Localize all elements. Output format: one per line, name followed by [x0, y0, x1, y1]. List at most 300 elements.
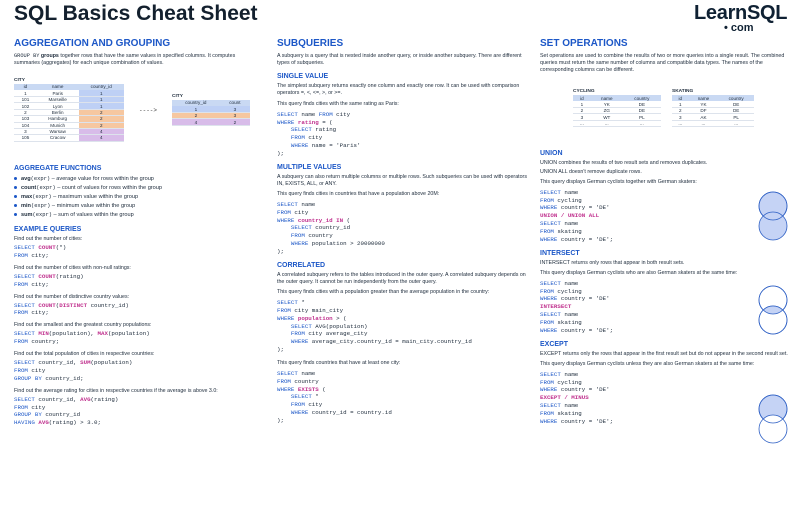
code-token: FROM [277, 377, 295, 385]
code-token: population > 20000000 [311, 240, 385, 248]
table-cell: Munich [37, 122, 79, 128]
code-token: FROM [540, 227, 558, 235]
code-token [277, 323, 291, 330]
code-token: WHERE [290, 409, 312, 416]
except-example: This query displays German cyclists unless they are also German skaters at the same time: [540, 360, 755, 367]
table-cell: 3 [220, 106, 250, 112]
code-token: country; [31, 338, 60, 346]
code-token: FROM [290, 330, 309, 338]
code-token: GROUP BY [14, 411, 46, 419]
code-token: COUNT [38, 272, 56, 280]
code-token: FROM [540, 409, 558, 417]
code-token: country = 'DE'; [560, 417, 614, 425]
code-token: WHERE [277, 216, 298, 224]
correlated-example: This query finds cities with a population greater than the average population in the country: [277, 288, 490, 295]
learnsql-logo[interactable] [694, 3, 787, 34]
code-token: name [564, 188, 579, 196]
union-section [540, 150, 795, 243]
table-cell: 1 [172, 106, 220, 112]
code-token: FROM [540, 378, 558, 386]
except-section [540, 341, 795, 426]
skating-table [672, 88, 754, 127]
code-token: WHERE [540, 386, 561, 394]
table-cell: DF [689, 108, 719, 114]
code-token: WHERE [290, 338, 312, 346]
subqueries-heading: SUBQUERIES [277, 38, 344, 49]
code-token: FROM [14, 251, 32, 259]
aggregate-function-min: min(expr) – minimum value within the group [14, 202, 262, 211]
code-token: WHERE [277, 118, 298, 126]
except-venn-icon [755, 389, 791, 449]
aggregate-functions-heading: AGGREGATE FUNCTIONS [14, 165, 102, 173]
code-token: rating [315, 126, 337, 134]
correlated-code [277, 299, 532, 354]
code-token: WHERE [277, 385, 298, 393]
code-token: name [301, 369, 316, 377]
code-token: average_city.country_id = main_city.country_id [311, 338, 472, 346]
code-token: = ( [318, 118, 333, 126]
code-token: COUNT [38, 244, 56, 252]
code-token: name [564, 220, 579, 228]
code-token: ( [55, 301, 60, 309]
code-token: SELECT [540, 402, 565, 410]
code-token: SELECT [277, 201, 302, 208]
code-token: WHERE [540, 204, 561, 212]
code-token: COUNT [38, 301, 56, 309]
exists-code [277, 370, 532, 425]
example-code [14, 273, 262, 289]
multiple-values-text: A subquery can also return multiple columns or multiple rows. Such subqueries can be used with operators IN, EXISTS, ALL, or ANY. [277, 173, 527, 187]
code-token: city; [31, 251, 49, 259]
code-token: (rating) > 3.0; [48, 419, 101, 427]
aggregate-function-avg: avg(expr) – average value for rows within the group [14, 175, 262, 184]
table-cell: Lyon [37, 103, 79, 109]
code-token: SELECT [277, 110, 302, 118]
multiple-values-heading: MULTIPLE VALUES [277, 163, 342, 171]
set-tables [540, 88, 795, 144]
code-token: SELECT [14, 395, 39, 403]
intersect-example: This query displays German cyclists who are also German skaters at the same time: [540, 269, 738, 276]
table-cell: ... [573, 120, 591, 126]
code-token [277, 338, 291, 345]
code-token: city [308, 134, 323, 142]
code-token: SUM [80, 359, 91, 367]
code-token: FROM [290, 401, 309, 409]
table-row [172, 119, 250, 125]
code-token [277, 134, 291, 141]
table-row [14, 135, 124, 141]
code-token: city [294, 208, 309, 216]
code-token: HAVING [14, 419, 39, 427]
code-token: cycling [557, 287, 582, 295]
example-query [14, 322, 262, 346]
multiple-values-example: This query finds cities in countries that have a population above 20M: [277, 190, 440, 197]
code-token: SELECT [290, 126, 316, 134]
code-token: name [564, 402, 579, 410]
correlated-heading: CORRELATED [277, 261, 326, 269]
code-token: name [301, 110, 319, 118]
subqueries-column [277, 38, 532, 524]
cycling-table [573, 88, 661, 127]
aggregate-functions-list [14, 175, 262, 220]
code-token: WHERE [277, 314, 298, 322]
table-cell: 4 [172, 119, 220, 125]
table-cell: Warsaw [37, 128, 79, 134]
code-token: FROM [14, 338, 32, 346]
code-token: country [308, 232, 333, 240]
code-token: country [294, 377, 319, 385]
intersect-section [540, 250, 795, 335]
code-token: SELECT [277, 299, 302, 307]
table-cell: 3 [672, 114, 689, 120]
example-query [14, 351, 262, 383]
code-token [277, 126, 291, 133]
table-cell: ... [623, 120, 661, 126]
code-token: (rating) [90, 395, 119, 403]
table-cell: 102 [14, 103, 37, 109]
table-caption: CITY [14, 77, 25, 83]
code-token: FROM [540, 196, 558, 204]
code-token: SELECT [290, 322, 316, 330]
table-header: id [573, 95, 591, 101]
example-text: Find out the average rating for cities in respective countries if the average is above 3.0: [14, 387, 218, 394]
example-queries [14, 236, 262, 427]
table-cell: 2 [79, 109, 125, 115]
code-token: SELECT [14, 330, 39, 338]
intersect-venn-icon [755, 280, 791, 340]
code-token: WHERE [540, 235, 561, 243]
code-token: rating [297, 118, 319, 126]
table-header: id [14, 84, 37, 90]
code-token: city [336, 110, 351, 118]
table-cell: Paris [37, 90, 79, 96]
set-operations-column [540, 38, 795, 524]
multiple-values-code [277, 201, 532, 256]
code-token: country_id [45, 411, 81, 419]
example-queries-heading: EXAMPLE QUERIES [14, 225, 82, 233]
table-header: id [672, 95, 689, 101]
code-token [277, 393, 291, 400]
table-cell: 2 [14, 109, 37, 115]
table-header: name [689, 95, 719, 101]
table-header: name [37, 84, 79, 90]
correlated-text: A correlated subquery refers to the tables introduced in the outer query. A correlated subquery depends on the outer query. It cannot be run independently from the outer query. [277, 271, 526, 285]
table-cell: 3 [14, 128, 37, 134]
table-row [573, 120, 661, 126]
union-text-a: UNION combines the results of two result sets and removes duplicates. [540, 160, 708, 167]
single-value-heading: SINGLE VALUE [277, 73, 329, 81]
table-header: name [591, 95, 623, 101]
union-venn-icon [755, 186, 791, 246]
code-token: SELECT [277, 369, 302, 377]
code-token: FROM [14, 403, 32, 411]
code-token: WHERE [540, 295, 561, 303]
code-token: city main_city [294, 306, 344, 314]
logo-brand-a: Learn [694, 2, 747, 24]
table-cell: 101 [14, 96, 37, 102]
example-query [14, 265, 262, 289]
code-token: skating [557, 227, 582, 235]
table-cell: Berlin [37, 109, 79, 115]
union-heading: UNION [540, 150, 563, 158]
code-token: FROM [290, 232, 309, 240]
table-cell: DE [623, 108, 661, 114]
aggregate-function-sum: sum(expr) – sum of values within the group [14, 211, 262, 220]
table-header: country_id [172, 100, 220, 106]
code-token: country_id) [87, 301, 129, 309]
code-token: country_id [315, 224, 351, 232]
example-code [14, 396, 262, 427]
code-token: INTERSECT [540, 303, 572, 311]
table-caption: SKATING [672, 89, 694, 95]
code-token: country = 'DE' [560, 295, 610, 303]
code-token: FROM [14, 366, 32, 374]
example-text: Find out the total population of cities in respective countries: [14, 351, 155, 358]
table-cell: DE [718, 101, 754, 107]
example-text: Find out the number of distinctive country values: [14, 293, 130, 300]
code-token: name = 'Paris' [311, 141, 361, 149]
code-token: AVG [80, 395, 91, 403]
single-value-example: This query finds cities with the same rating as Paris: [277, 100, 399, 107]
code-token: city [308, 401, 323, 409]
code-token: country_id, [38, 395, 81, 403]
code-token: ); [277, 247, 284, 255]
table-cell: 3 [573, 114, 591, 120]
table-cell: 2 [79, 116, 125, 122]
example-code [14, 330, 262, 346]
code-token: country = 'DE'; [560, 235, 614, 243]
set-operations-intro: Set operations are used to combine the results of two or more queries into a single result. The combined queries must return the same number of columns and compatible data types. The names of the corresponding columns can be different. [540, 53, 785, 74]
example-query [14, 294, 262, 318]
example-code [14, 359, 262, 382]
example-code [14, 302, 262, 318]
code-token: SELECT [14, 301, 39, 309]
table-cell: Hamburg [37, 116, 79, 122]
code-token: country_id, [38, 359, 81, 367]
code-token: WHERE [290, 240, 312, 248]
code-token: SELECT [14, 272, 39, 280]
example-text: Find out the number of cities with non-null ratings: [14, 264, 131, 271]
code-token: WHERE [290, 141, 312, 149]
subqueries-intro: A subquery is a query that is nested inside another query, or inside another subquery. There are different types of subqueries. [277, 53, 522, 67]
code-token: FROM [14, 309, 32, 317]
table-cell: 4 [79, 135, 125, 141]
code-token: ); [277, 149, 284, 157]
table-cell: 1 [573, 101, 591, 107]
code-token: EXCEPT / MINUS [540, 394, 589, 402]
code-token: > ( [332, 314, 347, 322]
aggregate-function-count: count(expr) – count of values for rows within the group [14, 184, 262, 193]
code-token: SELECT [14, 244, 39, 252]
union-text-b: UNION ALL doesn't remove duplicate rows. [540, 168, 642, 175]
intersect-text: INTERSECT returns only rows that appear in both result sets. [540, 259, 685, 266]
code-token: city; [31, 309, 49, 317]
example-query [14, 388, 262, 427]
code-token: SELECT [540, 279, 565, 287]
code-token: SELECT [540, 370, 565, 378]
code-token: * [315, 393, 319, 401]
code-token: ); [277, 416, 284, 424]
code-token: MIN [38, 330, 49, 338]
code-token: country_id; [45, 374, 84, 382]
code-token [277, 142, 291, 149]
code-token: AVG [38, 419, 49, 427]
logo-brand-b: SQL [746, 2, 788, 24]
set-operations-heading: SET OPERATIONS [540, 38, 628, 49]
code-token [277, 224, 291, 231]
page-title: SQL Basics Cheat Sheet [14, 2, 258, 25]
table-cell: 103 [14, 116, 37, 122]
city-table [14, 77, 124, 141]
code-token: WHERE [540, 326, 561, 334]
table-row [672, 120, 754, 126]
table-cell: 105 [14, 135, 37, 141]
group-by-illustration [14, 77, 262, 159]
code-token: EXISTS [297, 385, 319, 393]
aggregate-function-max: max(expr) – maximum value within the group [14, 193, 262, 202]
code-token: country = 'DE' [560, 204, 610, 212]
table-cell: DE [718, 108, 754, 114]
table-cell: ZG [591, 108, 623, 114]
code-token: (population), [48, 330, 98, 338]
table-cell: ... [672, 120, 689, 126]
table-header: count [220, 100, 250, 106]
table-cell: ... [718, 120, 754, 126]
code-token [277, 401, 291, 408]
code-token: SELECT [14, 359, 39, 367]
code-token [277, 409, 291, 416]
intersect-heading: INTERSECT [540, 249, 580, 257]
table-header: country_id [79, 84, 125, 90]
table-cell: 104 [14, 122, 37, 128]
code-token: FROM [318, 110, 337, 118]
code-token: DISTINCT [59, 301, 88, 309]
code-token: city [31, 366, 46, 374]
code-token: FROM [277, 306, 295, 314]
code-token: skating [557, 318, 582, 326]
code-token: FROM [540, 287, 558, 295]
code-token: FROM [277, 208, 295, 216]
code-token: SELECT [540, 311, 565, 319]
table-caption: CYCLING [573, 89, 595, 95]
code-token: MAX [97, 330, 108, 338]
code-token: skating [557, 409, 582, 417]
table-cell: Marseille [37, 96, 79, 102]
code-token: country_id = country.id [311, 409, 392, 416]
table-cell: 2 [220, 119, 250, 125]
table-cell: 3 [220, 112, 250, 118]
example-query [14, 236, 262, 260]
aggregation-column [14, 38, 262, 524]
code-token [277, 330, 291, 337]
union-example: This query displays German cyclists together with German skaters: [540, 178, 697, 185]
table-cell: YK [689, 101, 719, 107]
code-token: (rating) [55, 272, 84, 280]
code-token: cycling [557, 378, 582, 386]
table-cell: 1 [79, 90, 125, 96]
code-token [277, 232, 291, 239]
code-token: ( [318, 385, 326, 393]
code-token: FROM [290, 134, 309, 142]
code-token: WHERE [540, 417, 561, 425]
example-text: Find out the number of cities: [14, 235, 83, 242]
table-cell: Cracow [37, 135, 79, 141]
code-token: city [31, 403, 46, 411]
table-cell: PL [718, 114, 754, 120]
table-cell: 1 [79, 96, 125, 102]
code-token: country_id IN [297, 216, 344, 224]
table-cell: 2 [672, 108, 689, 114]
table-cell: 1 [672, 101, 689, 107]
single-value-code [277, 111, 532, 158]
code-token: (*) [55, 244, 67, 252]
code-token: ); [277, 345, 284, 353]
table-cell: ... [591, 120, 623, 126]
code-token: SELECT [290, 224, 316, 232]
code-token: FROM [14, 280, 32, 288]
single-value-text: The simplest subquery returns exactly one column and exactly one row. It can be used with comparison operators =, <, <=, >, or >=. [277, 83, 520, 97]
table-cell: 2 [79, 122, 125, 128]
code-token: SELECT [540, 188, 565, 196]
code-token: * [301, 299, 305, 307]
table-header: country [623, 95, 661, 101]
aggregation-intro: GROUP BY groups together rows that have the same values in specified columns. It computes summaries (aggregates) for each unique combination of values. [14, 53, 236, 67]
table-cell: 2 [573, 108, 591, 114]
code-token: name [564, 311, 579, 319]
code-token: (population) [107, 330, 150, 338]
except-text: EXCEPT returns only the rows that appear in the first result set but do not appear in the second result set. [540, 350, 788, 357]
code-token: city average_city [308, 330, 368, 338]
code-token: cycling [557, 196, 582, 204]
logo-suffix: • com [724, 22, 754, 34]
table-caption: CITY [172, 93, 183, 99]
table-cell: DE [623, 101, 661, 107]
table-cell: 1 [14, 90, 37, 96]
code-token: country = 'DE' [560, 386, 610, 394]
table-cell: AK [689, 114, 719, 120]
code-token: UNION / UNION ALL [540, 212, 600, 220]
code-token: population [297, 314, 333, 322]
table-cell: 4 [79, 128, 125, 134]
code-token: AVG(population) [315, 322, 368, 330]
table-cell: 1 [79, 103, 125, 109]
arrow-icon: ----> [139, 107, 158, 115]
code-token: SELECT [540, 220, 565, 228]
aggregation-heading: AGGREGATION AND GROUPING [14, 38, 171, 49]
exists-example: This query finds countries that have at least one city: [277, 359, 401, 366]
table-cell: ... [689, 120, 719, 126]
except-heading: EXCEPT [540, 340, 569, 348]
code-token: (population) [90, 359, 133, 367]
code-token: name [564, 370, 579, 378]
table-cell: YK [591, 101, 623, 107]
code-token: country = 'DE'; [560, 326, 614, 334]
code-token: GROUP BY [14, 374, 46, 382]
code-token: FROM [540, 318, 558, 326]
code-token: SELECT [290, 393, 316, 401]
example-text: Find out the smallest and the greatest country populations: [14, 322, 152, 329]
example-code [14, 244, 262, 260]
grouped-table [172, 93, 250, 125]
code-token [277, 240, 291, 247]
code-token: name [301, 201, 316, 208]
table-cell: PL [623, 114, 661, 120]
table-cell: 2 [172, 112, 220, 118]
table-cell: WT [591, 114, 623, 120]
code-token: city; [31, 280, 49, 288]
table-header: country [718, 95, 754, 101]
code-token: name [564, 279, 579, 287]
